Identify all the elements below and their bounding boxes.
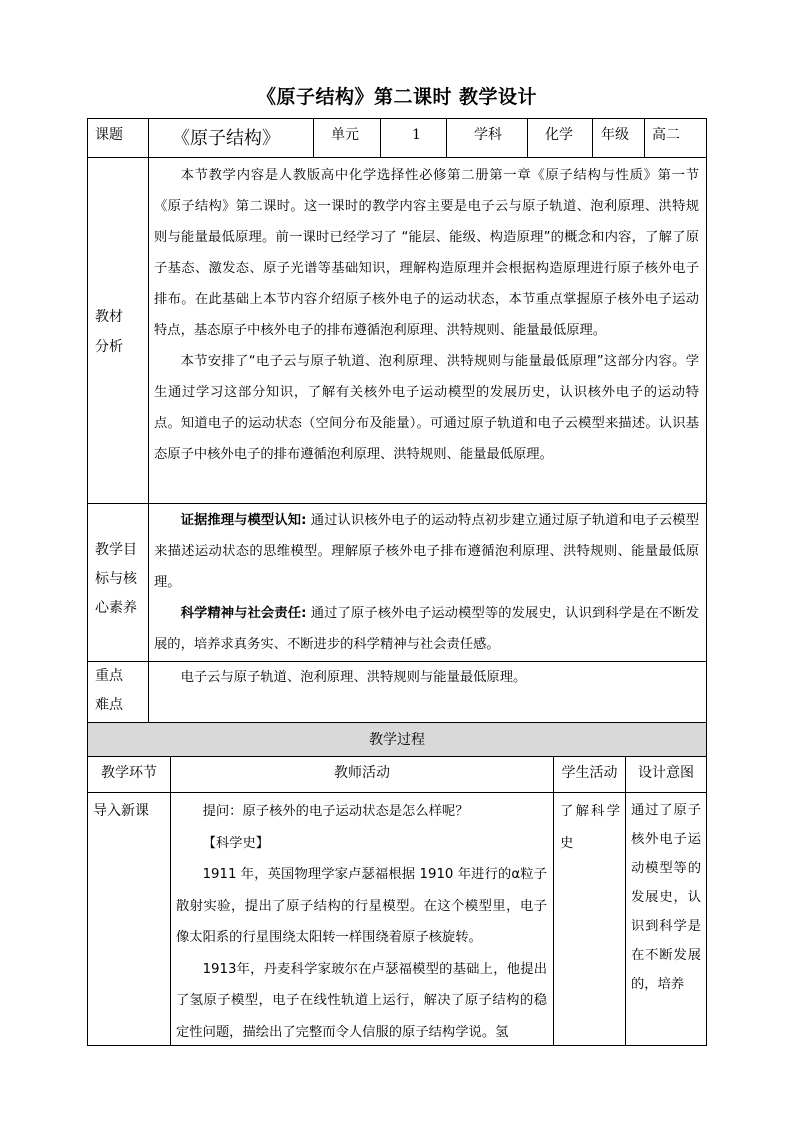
subject-label: 学科 [474, 127, 502, 143]
table-border [87, 118, 706, 119]
table-border [87, 792, 706, 793]
teacher-activity: 提问：原子核外的电子运动状态是怎么样呢？ 【科学史】 1911 年，英国物理学家卢瑟福根据 1910 年进行的α粒子散射实验，提出了原子结构的行星模型。在这个模型里，电子像太阳系的行星围绕太阳转一样围绕着原子核旋转。 1913年，丹麦科学家玻尔在卢瑟福模型的基础上，他提出了氢原子模型，电子在线性轨道上运行，解决了原子结构的稳定性问题，描绘出了完整而令人信服的原子结构学说。氢 [176, 804, 547, 1040]
table-border [148, 157, 149, 723]
table-border [446, 118, 447, 158]
table-border [380, 118, 381, 158]
goals-label: 教学目 标与核 心素养 [95, 542, 137, 616]
table-border [527, 118, 528, 158]
grade-label: 年级 [601, 127, 629, 143]
unit-value: 1 [412, 127, 421, 143]
key-label: 重点 难点 [95, 668, 123, 713]
unit-label: 单元 [331, 127, 359, 143]
stage-cell: 导入新课 [93, 803, 149, 819]
table-border [87, 157, 706, 158]
subject-value: 化学 [545, 127, 573, 143]
material-paragraph: 本节教学内容是人教版高中化学选择性必修第二册第一章《原子结构与性质》第一节《原子结构》第二课时。这一课时的教学内容主要是电子云与原子轨道、泡利原理、洪特规则与能量最低原理。前一课时已经学习了 “能层、能级、构造原理”的概念和内容，了解了原子基态、激发态、原子光谱等基础知识，理解构造原理并会根据构造原理进行原子核外电子排布。在此基础上本节内容介绍原子核外电子的运动状态，本节重点掌握原子核外电子运动特点，基态原子中核外电子的排布遵循泡利原理、洪特规则、能量最低原理。 [154, 168, 699, 338]
table-border [644, 118, 645, 158]
table-border [706, 118, 707, 1046]
table-border [87, 118, 88, 1046]
table-border [313, 118, 314, 158]
material-label: 教材 分析 [95, 309, 123, 355]
col-stage-header: 教学环节 [101, 765, 157, 781]
grade-value: 高二 [652, 127, 680, 143]
goals-text [154, 505, 699, 660]
col-student-header: 学生活动 [561, 765, 618, 781]
table-border [87, 756, 706, 757]
student-activity: 了解科学史 [560, 804, 620, 851]
goal-item: 证据推理与模型认知: 通过认识核外电子的运动特点初步建立通过原子轨道和电子云模型来描述运动状态的思维模型。理解原子核外电子排布遵循泡利原理、洪特规则、能量最低原理。 [154, 513, 699, 590]
process-header: 教学过程 [369, 732, 425, 748]
page-title: 《原子结构》第二课时 教学设计 [256, 86, 538, 108]
topic-label: 课题 [95, 127, 123, 143]
table-border [553, 756, 554, 1046]
topic-value: 《原子结构》 [172, 128, 280, 149]
table-border [87, 503, 706, 504]
design-intent: 通过了原子核外电子运动模型等的发展史，认识到科学是在不断发展的，培养 [631, 803, 701, 992]
table-border [170, 756, 171, 1046]
key-text: 电子云与原子轨道、泡利原理、洪特规则与能量最低原理。 [180, 670, 527, 685]
goal-item: 科学精神与社会责任: 通过了原子核外电子运动模型等的发展史，认识到科学是在不断发展的，培养求真务实、不断进步的科学精神与社会责任感。 [154, 606, 699, 652]
table-border [625, 756, 626, 1046]
table-border [148, 118, 149, 158]
material-text [154, 160, 699, 470]
table-border [592, 118, 593, 158]
material-paragraph: 本节安排了“电子云与原子轨道、泡利原理、洪特规则与能量最低原理”这部分内容。学生通过学习这部分知识，了解有关核外电子运动模型的发展历史，认识核外电子的运动特点。知道电子的运动状态（空间分布及能量）。可通过原子轨道和电子云模型来描述。认识基态原子中核外电子的排布遵循泡利原理、洪特规则、能量最低原理。 [154, 354, 699, 462]
col-design-header: 设计意图 [638, 765, 694, 781]
col-teacher-header: 教师活动 [334, 765, 390, 781]
